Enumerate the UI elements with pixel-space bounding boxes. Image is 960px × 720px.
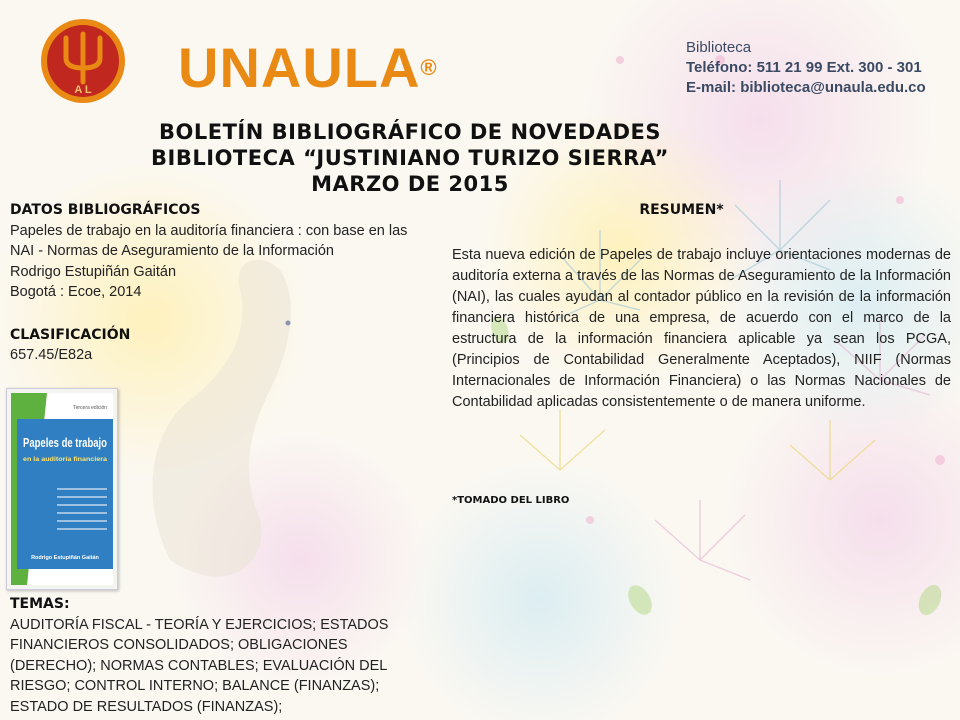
logo-registered-mark: ® — [420, 55, 438, 80]
contact-phone — [686, 58, 926, 78]
topics-section — [10, 594, 430, 717]
phone-value: 511 21 99 Ext. 300 - 301 — [756, 59, 922, 76]
summary-source: *TOMADO DEL LIBRO — [452, 495, 570, 506]
summary-text: Esta nueva edición de Papeles de trabajo incluye orientaciones modernas de auditoría externa a través de las Normas de Aseguramiento de la Información (NAI), las cuales ayudan al contador público en la revisión de la información financiera histórica de una empresa, de acuerdo con el marco de la estructura de la información financiera aplicable ya sean los PCGA, (Principios de Contabilidad Generalmente Aceptados), NIIF (Normas Internacionales de Información Financiera) o las Normas Nacionales de Contabilidad aplicadas consistentemente o de manera uniforme. — [452, 247, 951, 410]
biblio-heading: DATOS BIBLIOGRÁFICOS — [10, 202, 201, 218]
unaula-emblem-icon — [38, 16, 138, 106]
cover-edition: Tercera edición — [73, 405, 107, 411]
topics-heading: TEMAS: — [10, 596, 70, 612]
topics-text: AUDITORÍA FISCAL - TEORÍA Y EJERCICIOS; ESTADOS FINANCIEROS CONSOLIDADOS; OBLIGACIONES (DERECHO); NORMAS CONTABLES; EVALUACIÓN DEL RIESGO; CONTROL INTERNO; BALANCE (FINANZAS); ESTADO DE RESULTADOS (FINANZAS); — [10, 616, 389, 715]
email-value[interactable]: biblioteca@unaula.edu.co — [740, 79, 926, 96]
logo-mark-letters: A L — [74, 84, 92, 96]
book-publisher: Bogotá : Ecoe, 2014 — [10, 284, 142, 300]
book-title: Papeles de trabajo en la auditoría financiera : con base en las NAI - Normas de Aseguramiento de la Información — [10, 222, 408, 259]
bibliographic-data — [10, 200, 430, 366]
title-line-1: BOLETÍN BIBLIOGRÁFICO DE NOVEDADES — [158, 120, 661, 144]
book-cover-image — [6, 388, 118, 590]
page-title — [150, 119, 670, 197]
logo-text: UNAULA — [178, 36, 421, 99]
title-line-2: BIBLIOTECA “JUSTINIANO TURIZO SIERRA” — [151, 146, 669, 170]
cover-subtitle: en la auditoría financiera — [23, 456, 108, 463]
classification-heading: CLASIFICACIÓN — [10, 326, 131, 343]
phone-label: Teléfono: — [686, 59, 753, 76]
contact-title: Biblioteca — [686, 39, 752, 56]
summary-heading: RESUMEN* — [639, 202, 724, 218]
contact-email — [686, 78, 926, 98]
cover-author: Rodrigo Estupiñán Gaitán — [31, 555, 99, 561]
library-contact — [686, 38, 926, 98]
book-author: Rodrigo Estupiñán Gaitán — [10, 263, 177, 280]
email-label: E-mail: — [686, 79, 737, 96]
cover-title: Papeles de trabajo — [23, 435, 108, 450]
unaula-logo — [38, 16, 438, 106]
classification-code: 657.45/E82a — [10, 347, 93, 363]
title-line-3: MARZO DE 2015 — [311, 172, 509, 196]
logo-wordmark — [178, 36, 438, 100]
summary-section — [452, 200, 951, 511]
